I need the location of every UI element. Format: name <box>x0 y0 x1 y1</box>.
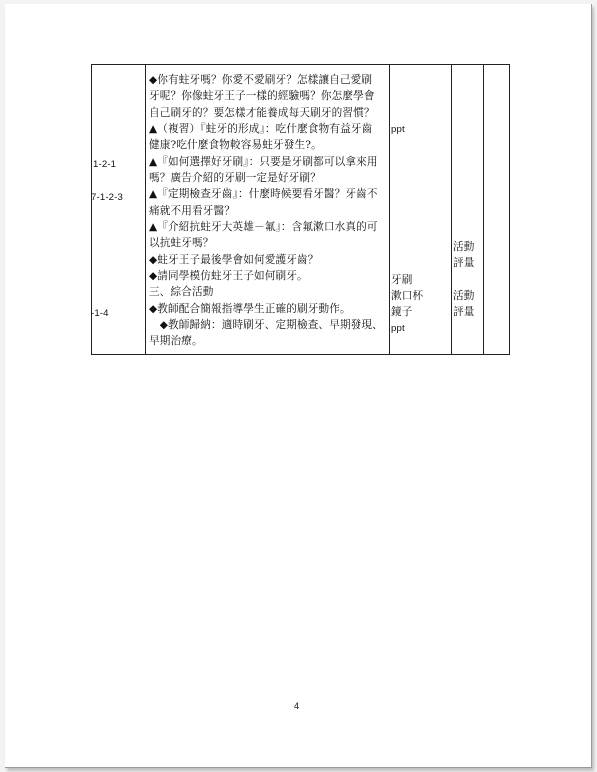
activity-line: ◆你有蛀牙嗎？你愛不愛刷牙？怎樣讓自己愛刷 <box>149 74 373 86</box>
activity-line: ▲（複習）『蛀牙的形成』：吃什麼食物有益牙齒 <box>149 123 373 135</box>
indicator-code: -1-4 <box>91 308 109 319</box>
activity-line: 健康?吃什麼食物較容易蛀牙發生?。 <box>149 139 322 151</box>
document-page <box>5 4 592 768</box>
resource-item: 鏡子 <box>391 306 413 318</box>
assessment-item: 活動 <box>453 241 475 253</box>
activity-line: ◆蛀牙王子最後學會如何愛護牙齒？ <box>149 254 319 266</box>
activity-line: 牙呢？你像蛀牙王子一樣的經驗嗎？你怎麼學會 <box>149 90 375 102</box>
resource-item: 漱口杯 <box>391 290 424 302</box>
activity-line: 以抗蛀牙嗎？ <box>149 237 214 249</box>
activity-line: 自己刷牙的？要怎樣才能養成每天刷牙的習慣？ <box>149 107 375 119</box>
indicator-code: 1-2-1 <box>93 159 117 170</box>
activity-line: ◆請同學模仿蛀牙王子如何刷牙。 <box>149 270 308 282</box>
resource-item: 牙刷 <box>391 274 413 286</box>
activity-line: ▲『介紹抗蛀牙大英雄－氟』：含氟漱口水真的可 <box>149 221 378 233</box>
section-heading: 三、綜合活動 <box>149 286 214 298</box>
column-divider-2 <box>389 64 390 355</box>
assessment-item: 評量 <box>453 306 475 318</box>
column-divider-1 <box>145 64 146 355</box>
activity-line: ◆教師配合簡報指導學生正確的刷牙動作。 <box>149 303 351 315</box>
activity-line: 嗎？廣告介紹的牙刷一定是好牙刷？ <box>149 172 321 184</box>
resource-item: ppt <box>391 323 405 334</box>
page-number: 4 <box>294 701 300 711</box>
column-divider-3 <box>451 64 452 355</box>
activity-line: ▲『如何選擇好牙刷』：只要是牙刷都可以拿來用 <box>149 156 378 168</box>
activity-line: 早期治療。 <box>149 335 203 347</box>
resource-item: ppt <box>391 124 405 135</box>
assessment-item: 評量 <box>453 257 475 269</box>
table-bottom-border <box>91 354 510 355</box>
activity-line: 痛就不用看牙醫？ <box>149 205 235 217</box>
indicator-code: 7-1-2-3 <box>91 192 123 203</box>
table-right-border <box>509 64 510 355</box>
activity-line: ▲『定期檢查牙齒』：什麼時候要看牙醫？牙齒不 <box>149 188 378 200</box>
activity-line: ◆教師歸納：適時刷牙、定期檢查、早期發現、 <box>149 319 383 331</box>
table-top-border <box>91 64 510 65</box>
assessment-item: 活動 <box>453 290 475 302</box>
column-divider-4 <box>483 64 484 355</box>
